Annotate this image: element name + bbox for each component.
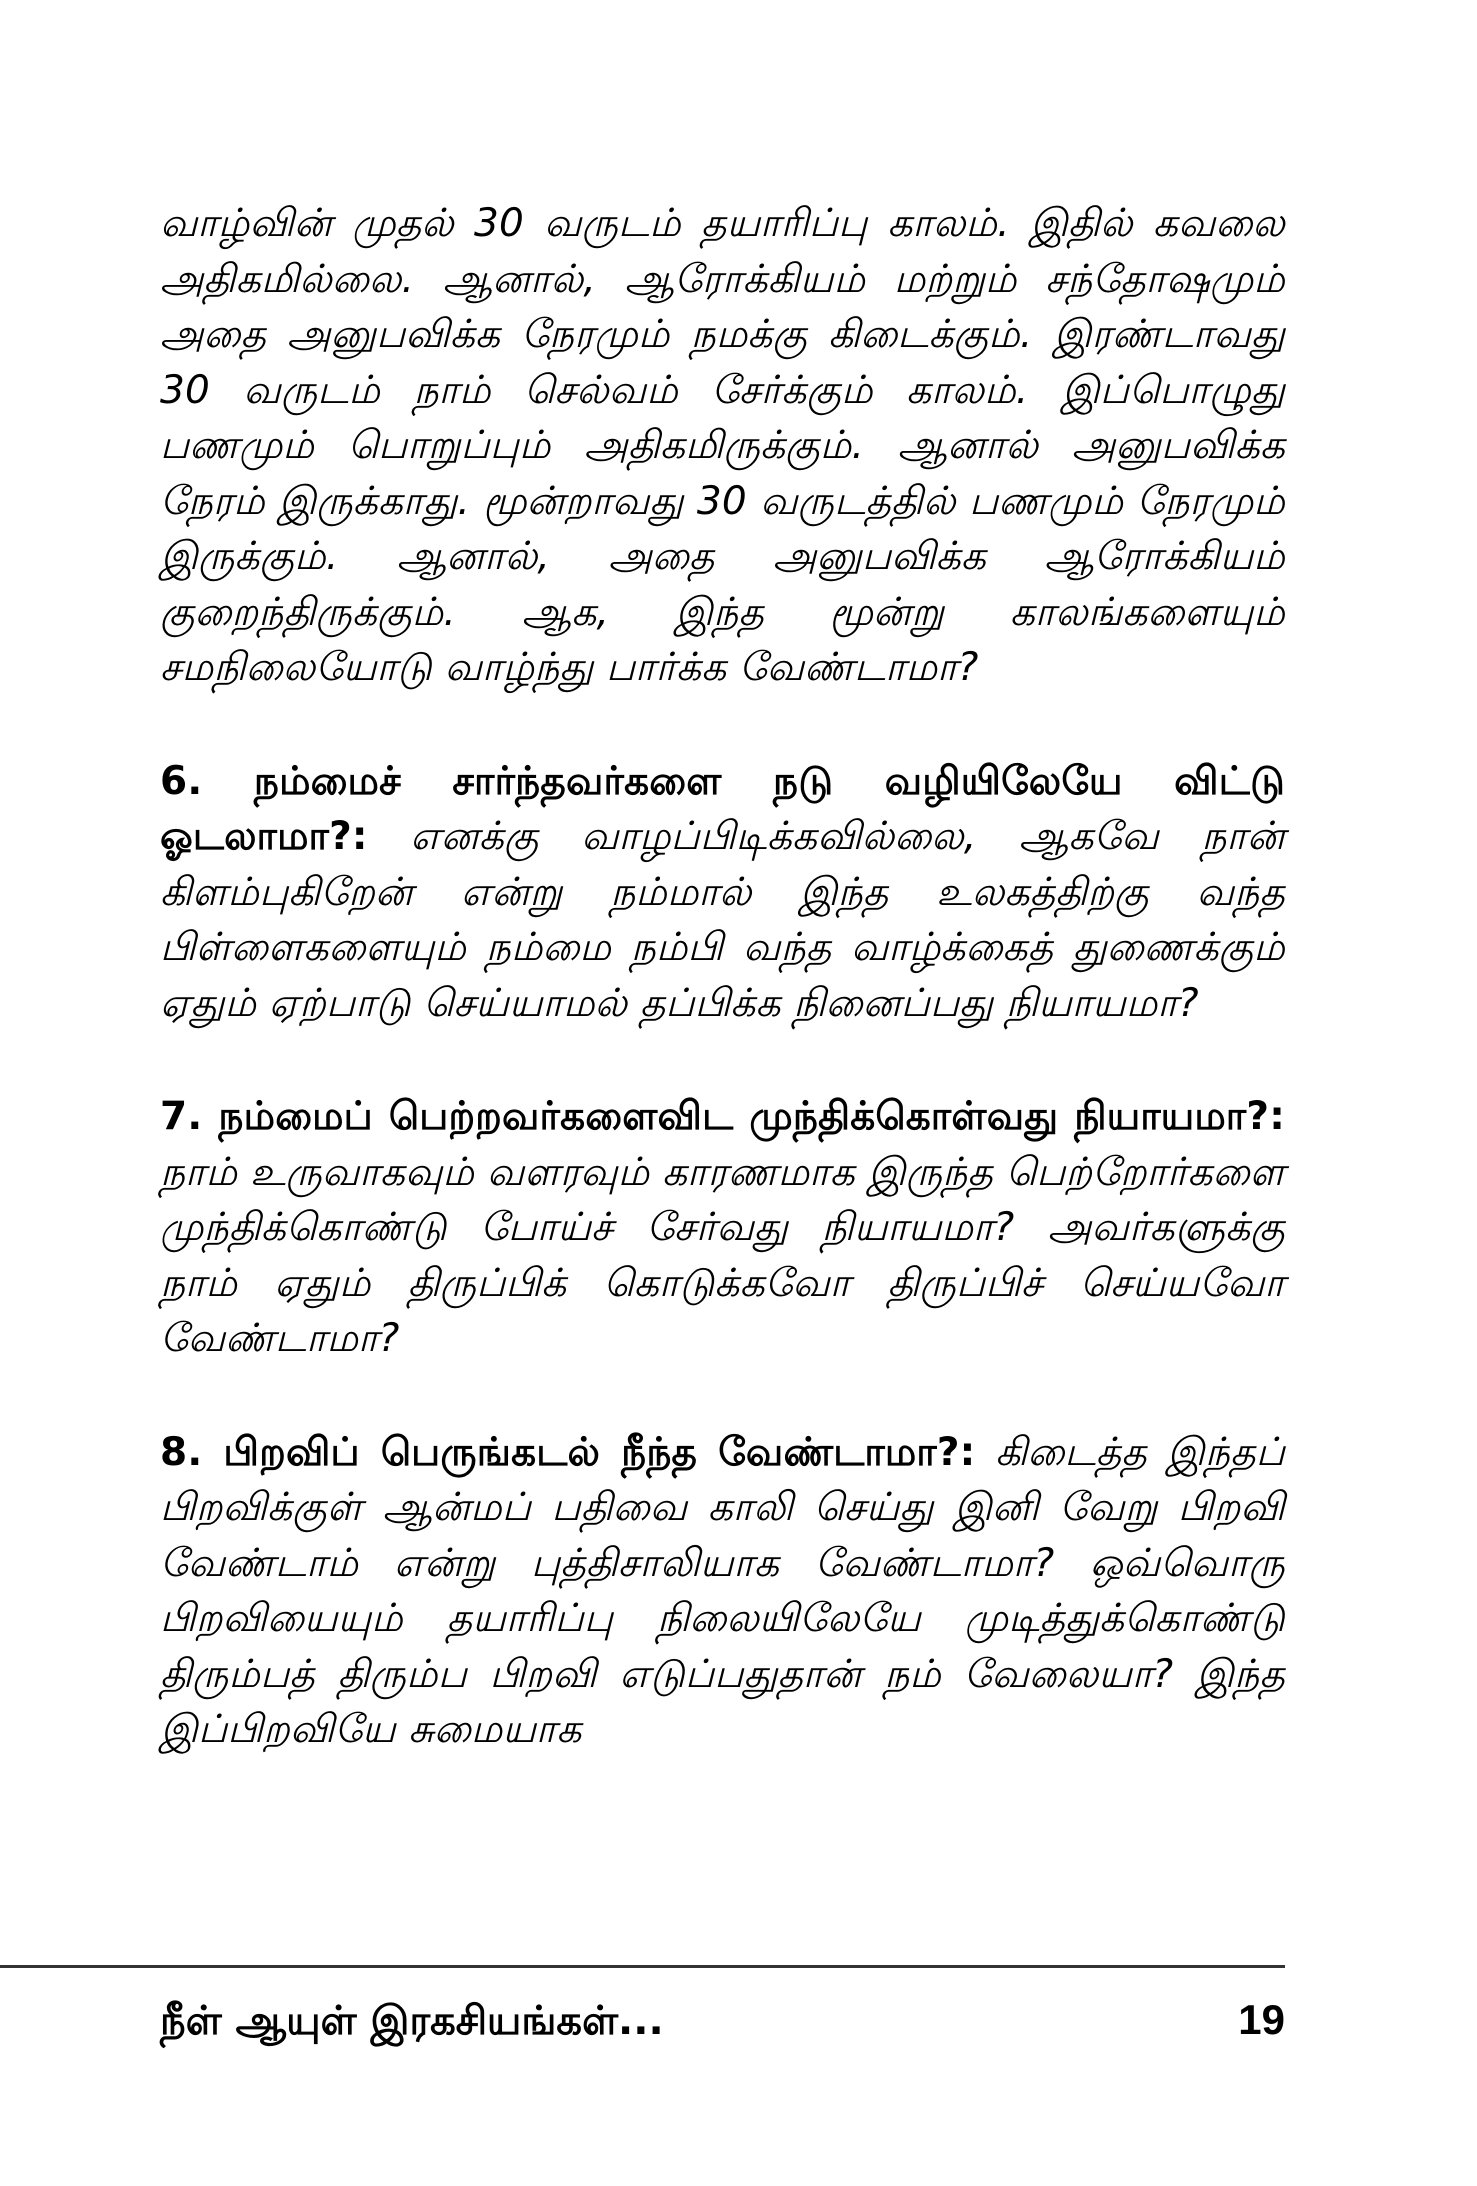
paragraph-text: நாம் உருவாகவும் வளரவும் காரணமாக இருந்த பெற்றோர்களை முந்திக்கொண்டு போய்ச் சேர்வது நியாயமா? அவர்களுக்கு நாம் ஏதும் திருப்பிக் கொடுக்கவோ திருப்பிச் செய்யவோ வேண்டாமா?	[160, 1149, 1285, 1361]
paragraph-intro	[160, 196, 1285, 696]
page-body	[160, 196, 1285, 1816]
footer-divider	[0, 1965, 1285, 1968]
page-number: 19	[1238, 1996, 1285, 2043]
paragraph-heading: 6. நம்மைச் சார்ந்தவர்களை நடு வழியிலேயே விட்டு ஓடலாமா?:	[160, 758, 1285, 859]
paragraph-text: கிடைத்த இந்தப் பிறவிக்குள் ஆன்மப் பதிவை காலி செய்து இனி வேறு பிறவி வேண்டாம் என்று புத்திசாலியாக வேண்டாமா? ஒவ்வொரு பிறவியையும் தயாரிப்பு நிலையிலேயே முடித்துக்கொண்டு திரும்பத் திரும்ப பிறவி எடுப்பதுதான் நம் வேலையா? இந்த இப்பிறவியே சுமையாக	[160, 1429, 1285, 1752]
paragraph-text: எனக்கு வாழப்பிடிக்கவில்லை, ஆகவே நான் கிளம்புகிறேன் என்று நம்மால் இந்த உலகத்திற்கு வந்த பிள்ளைகளையும் நம்மை நம்பி வந்த வாழ்க்கைத் துணைக்கும் ஏதும் ஏற்பாடு செய்யாமல் தப்பிக்க நினைப்பது நியாயமா?	[160, 814, 1285, 1026]
paragraph-text: வாழ்வின் முதல் 30 வருடம் தயாரிப்பு காலம். இதில் கவலை அதிகமில்லை. ஆனால், ஆரோக்கியம் மற்றும் சந்தோஷமும் அதை அனுபவிக்க நேரமும் நமக்கு கிடைக்கும். இரண்டாவது 30 வருடம் நாம் செல்வம் சேர்க்கும் காலம். இப்பொழுது பணமும் பொறுப்பும் அதிகமிருக்கும். ஆனால் அனுபவிக்க நேரம் இருக்காது. மூன்றாவது 30 வருடத்தில் பணமும் நேரமும் இருக்கும். ஆனால், அதை அனுபவிக்க ஆரோக்கியம் குறைந்திருக்கும். ஆக, இந்த மூன்று காலங்களையும் சமநிலையோடு வாழ்ந்து பார்க்க வேண்டாமா?	[160, 201, 1285, 690]
paragraph-heading: 7. நம்மைப் பெற்றவர்களைவிட முந்திக்கொள்வது நியாயமா?:	[160, 1094, 1285, 1139]
footer-book-title: நீள் ஆயுள் இரகசியங்கள்...	[160, 1998, 664, 2044]
paragraph-heading: 8. பிறவிப் பெருங்கடல் நீந்த வேண்டாமா?:	[160, 1429, 976, 1475]
paragraph-8	[160, 1425, 1285, 1758]
paragraph-6	[160, 754, 1285, 1032]
paragraph-7	[160, 1089, 1285, 1367]
